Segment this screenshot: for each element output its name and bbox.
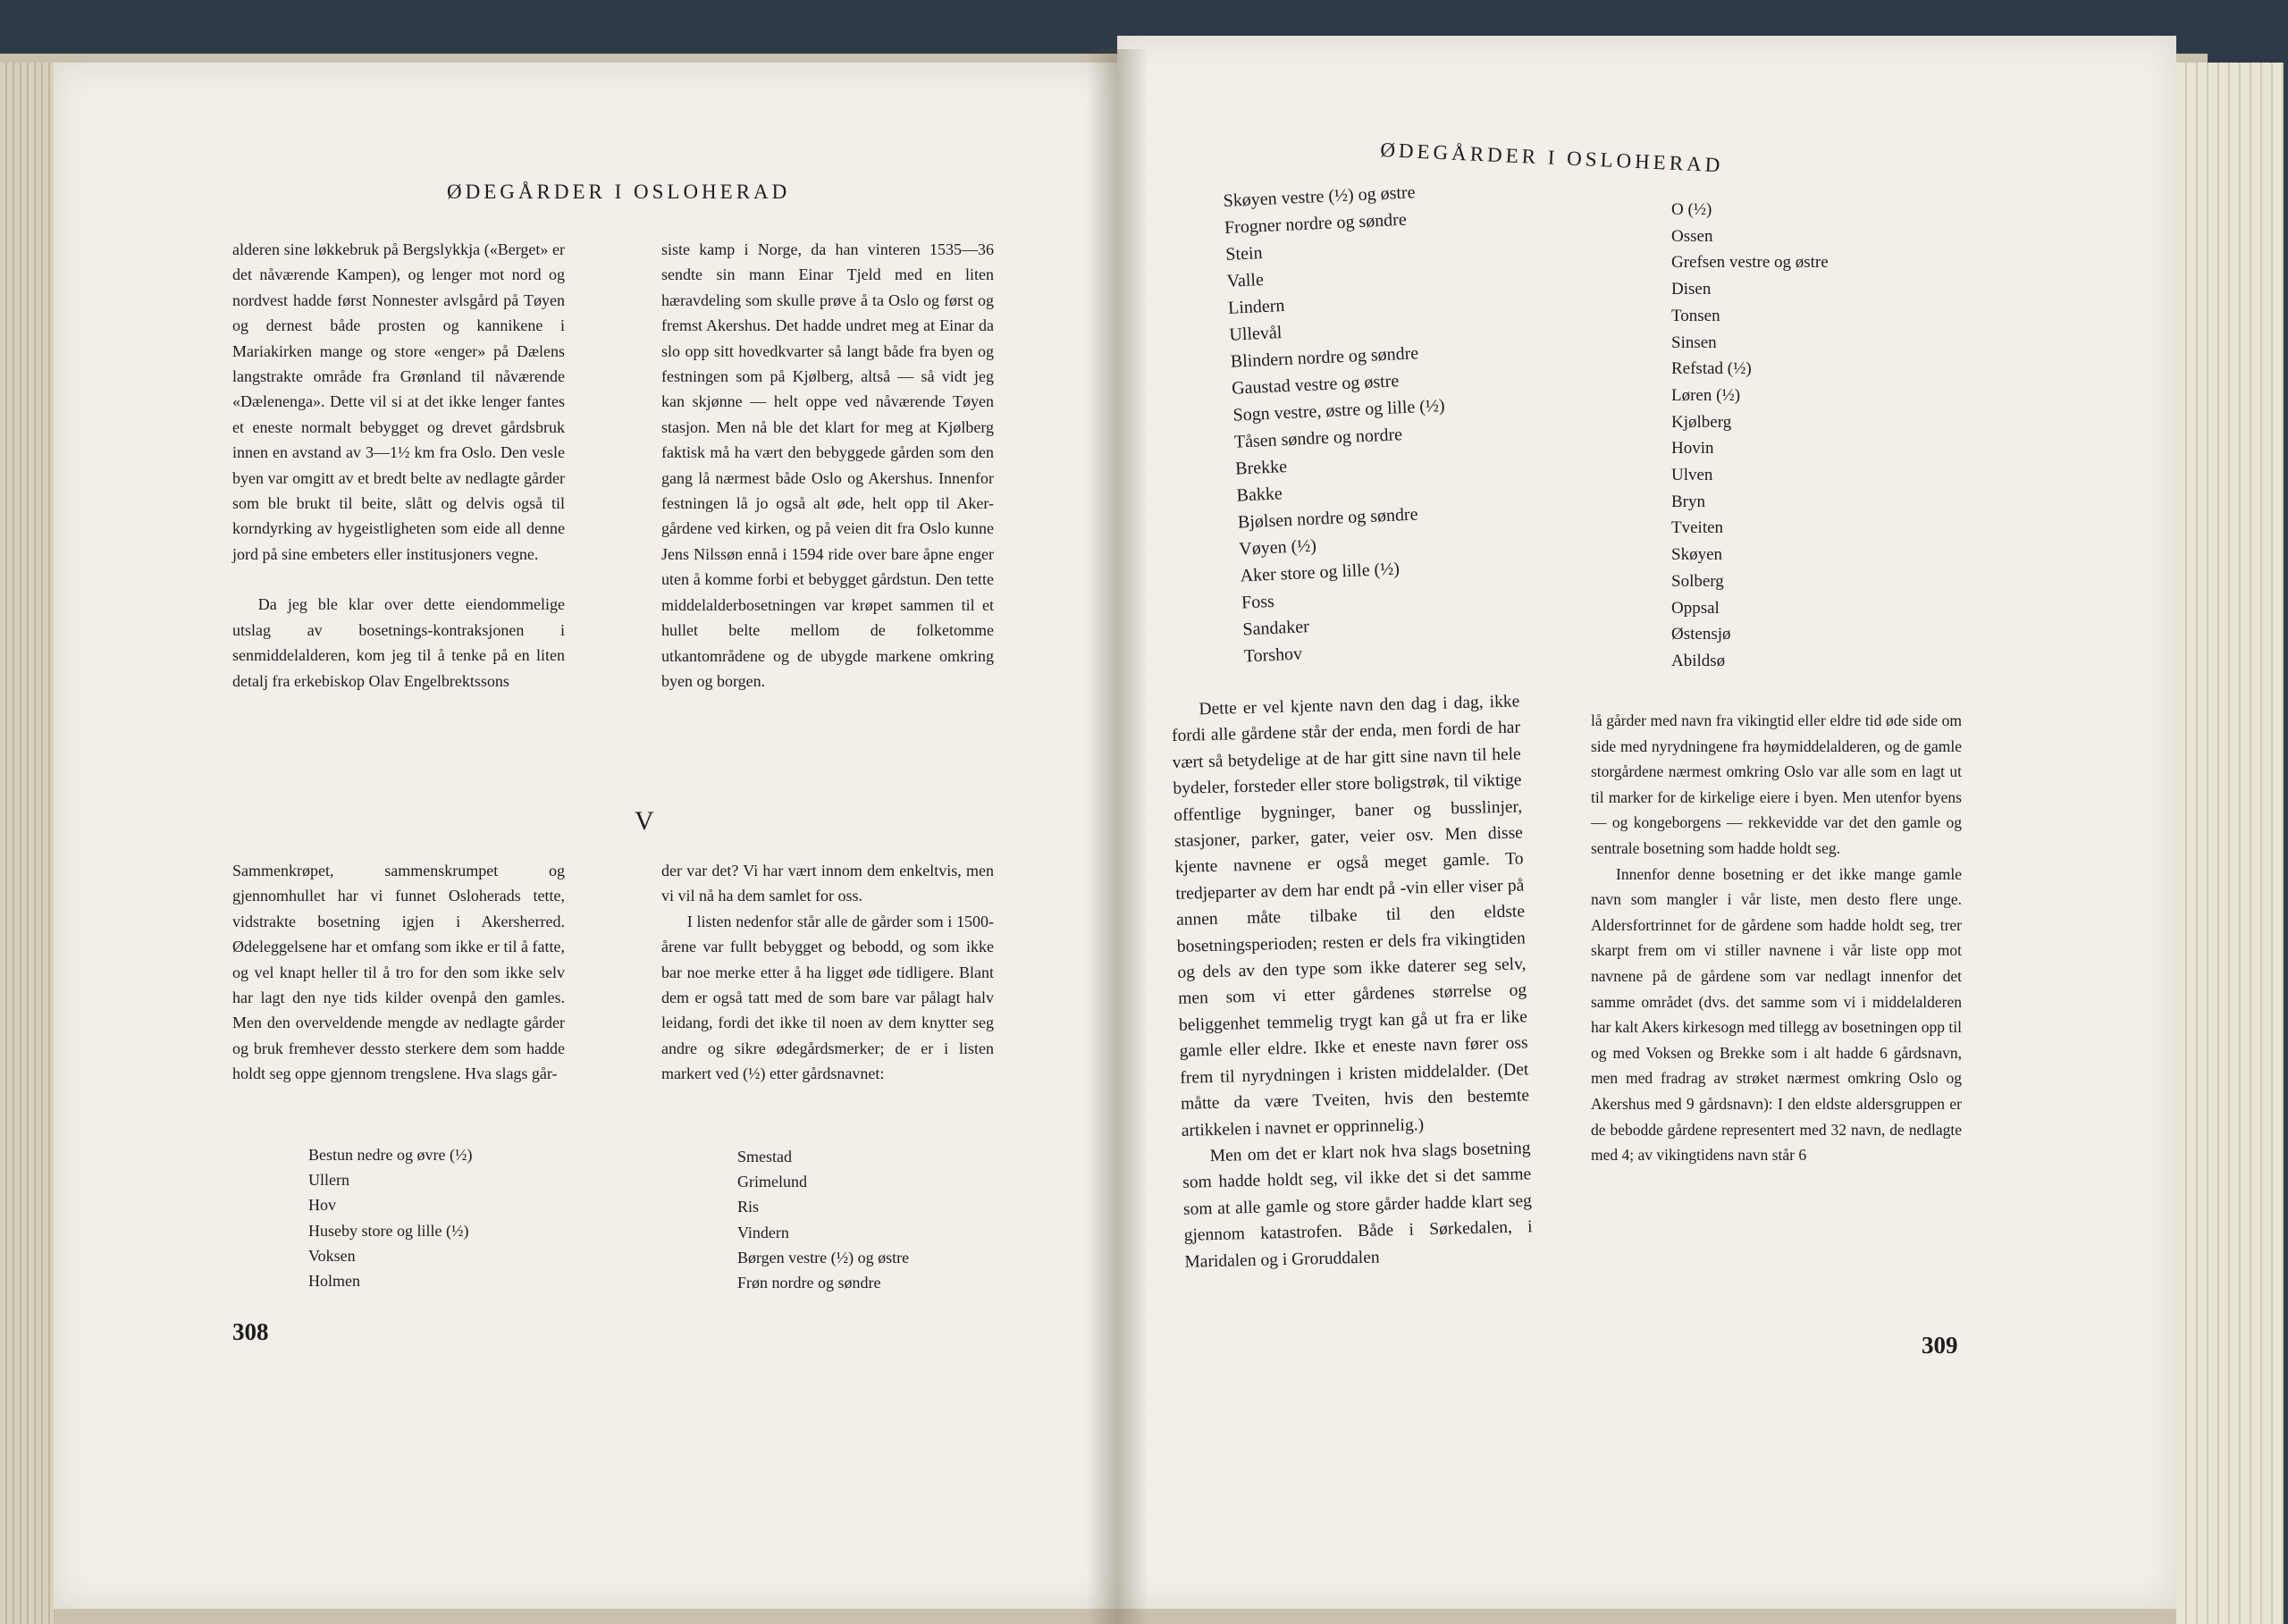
list-item: O (½) xyxy=(1671,200,1712,219)
paragraph: lå gårder med navn fra vikingtid eller eldre tid øde side om side med nyrydningene fra høymiddelalderen, og de gamle storgårdene nærmest omkring Oslo var alle som en lagt ut til marker for de kirkelige eiere i byen. Men utenfor byens — og kongeborgens — rekkevidde var det den gamle og sentrale bosetning som hadde holdt seg. xyxy=(1591,711,1962,857)
paragraph: siste kamp i Norge, da han vinteren 1535—36 sendte sin mann Einar Tjeld med en liten hæravdeling som skulle prøve å ta Oslo og først og fremst Akershus. Det hadde undret meg at Einar da slo opp sitt hovedkvarter så langt både fra byen og festningen som på Kjølberg, altså — så vidt jeg kan skjønne — helt oppe ved nåværende Tøyen stasjon. Men nå ble det klart for meg at Kjølberg faktisk må ha vært den bebyggede gården som den gang lå nærmest både Oslo og Akershus. Innenfor festningen lå jo også alt øde, helt opp til Aker-gårdene ved kirken, og på veien dit fra Oslo kunne Jens Nilssøn ennå i 1594 ride over bare åpne enger uten å komme forbi et bebygget gårdstun. Den tette middelalderbosetningen var krøpet sammen til et hullet belte mellom de folketomme utkantområdene og de ubygde markene omkring byen og borgen. xyxy=(661,240,994,690)
list-item: Ullevål xyxy=(1228,323,1283,345)
list-item: Grimelund xyxy=(737,1173,807,1191)
paragraph: Men om det er klart nok hva slags bosetning som hadde holdt seg, vil ikke det si det samme som at alle gamle og store gårder hadde klart seg gjennom katastrofen. Både i Sørkedalen, i Maridalen og i Groruddalen xyxy=(1182,1139,1533,1272)
list-item: Bakke xyxy=(1236,484,1283,506)
running-head-left: ØDEGÅRDER I OSLOHERAD xyxy=(447,181,791,203)
list-item: Torshov xyxy=(1243,644,1303,667)
list-item: Blindern nordre og søndre xyxy=(1230,343,1419,372)
left-column-2 xyxy=(661,237,994,694)
list-item: Oppsal xyxy=(1671,598,1720,618)
left-page xyxy=(54,63,1117,1609)
list-item: Refstad (½) xyxy=(1671,359,1752,379)
list-item: Børgen vestre (½) og østre xyxy=(737,1248,910,1266)
left-page-edges xyxy=(0,63,54,1624)
list-item: Østensjø xyxy=(1671,625,1731,644)
list-item: Bryn xyxy=(1671,492,1705,511)
list-item: Ullern xyxy=(308,1171,349,1190)
paragraph: Dette er vel kjente navn den dag i dag, ikke fordi alle gårdene står der enda, men fordi de har vært så betydelige at de har gitt sine navn til hele bydeler, forsteder eller store boligstrøk, til viktige offentlige bygninger, baner og busslinjer, stasjoner, parker, gater, veier osv. Men disse kjente navnene er også meget gamle. To tredjeparter av dem har endt på -vin eller viser på annen måte tilbake til den eldste bosetningsperioden; resten er dels fra vikingtiden og dels av den type som ikke daterer seg selv, men som vi etter gårdenes størrelse og beliggenhet temmelig trygt kan gå ut fra er like gamle eller eldre. Ikke et eneste navn fører oss frem til nyrydningen i kristen middelalder. (Det måtte da være Tveiten, hvis den bestemte artikkelen i navnet er opprinnelig.) xyxy=(1171,692,1530,1140)
list-item: Frogner nordre og søndre xyxy=(1224,209,1408,238)
left-column-1 xyxy=(232,237,565,694)
list-item: Huseby store og lille (½) xyxy=(308,1221,469,1240)
right-page xyxy=(1117,36,2176,1609)
left-column-3 xyxy=(232,858,565,1087)
page-number-right: 309 xyxy=(1922,1332,1958,1359)
list-item: Abildsø xyxy=(1671,651,1726,670)
list-item: Løren (½) xyxy=(1671,385,1741,405)
list-item: Ossen xyxy=(1671,226,1713,246)
list-item: Stein xyxy=(1224,243,1263,265)
paragraph: I listen nedenfor står alle de gårder som i 1500-årene var fullt bebygget og bebodd, og som ikke bar noe merke etter å ha ligget øde tidligere. Blant dem er også tatt med de som bare var pålagt halv leidang, fordi det ikke til noen av dem knytter seg andre og sikre ødegårdsmerker; de er i listen markert ved (½) etter gårdsnavnet: xyxy=(661,912,994,1083)
paragraph: der var det? Vi har vært innom dem enkeltvis, men vi vil nå ha dem samlet for oss. xyxy=(661,862,994,905)
right-column-1 xyxy=(1171,688,1534,1275)
farm-list-left-b xyxy=(737,1144,909,1295)
list-item: Bestun nedre og øvre (½) xyxy=(308,1146,473,1164)
list-item: Skøyen vestre (½) og østre xyxy=(1223,182,1416,211)
running-head-right: ØDEGÅRDER I OSLOHERAD xyxy=(1379,139,1724,177)
list-item: Kjølberg xyxy=(1671,412,1732,432)
list-item: Lindern xyxy=(1227,296,1285,318)
list-item: Voksen xyxy=(308,1246,356,1265)
farm-list-left-a xyxy=(308,1142,472,1293)
list-item: Aker store og lille (½) xyxy=(1240,559,1401,586)
right-column-2 xyxy=(1591,708,1962,1168)
paragraph: Innenfor denne bosetning er det ikke mange gamle navn som mangler i vår liste, men desto flere unge. Aldersfortrinnet for de gårdene som hadde holdt seg, trer skarpt frem om vi stiller navnene i vår liste opp mot navnene på de gårdene som var nedlagt innenfor det samme området (dvs. det samme som vi i middelalderen har kalt Akers kirkesogn med tillegg av bosetningen opp til og med Voksen og Brekke som i alt hadde 6 gårdsnavn, men med fradrag av strøket nærmest omkring Oslo og Akershus med 9 gårdsnavn): I den eldste aldersgruppen er de bebodde gårdene representert med 32 navn, de nedlagte med 4; av vikingtidens navn står 6 xyxy=(1591,864,1962,1165)
right-page-edges xyxy=(2176,63,2284,1624)
list-item: Bjølsen nordre og søndre xyxy=(1237,504,1418,533)
paragraph: alderen sine løkkebruk på Bergslykkja («Berget» er det nåværende Kampen), og lenger mot nord og nordvest hadde først Nonnester avlsgård på Tøyen og dernest både prosten og kannikene i Mariakirken mange og store «enger» på Dælens langstrakte område fra Grønland til nåværende «Dælenenga». Dette vil si at det ikke lenger fantes et eneste normalt bebygget og drevet gårdsbruk innen en avstand av 3—1½ km fra Oslo. Den vesle byen var omgitt av et bredt belte av nedlagte gårder som ble brukt til beite, slått og delvis også til korndyrking av hygeistligheten som eide all denne jord på sine embeters eller institusjoners vegne. xyxy=(232,240,565,563)
list-item: Tveiten xyxy=(1671,518,1724,538)
list-item: Tåsen søndre og nordre xyxy=(1233,425,1403,452)
farm-list-right-a xyxy=(1223,178,1456,669)
list-item: Solberg xyxy=(1671,571,1724,591)
list-item: Ulven xyxy=(1671,466,1713,485)
list-item: Gaustad vestre og østre xyxy=(1231,371,1400,399)
paragraph: Da jeg ble klar over dette eiendommelige utslag av bosetnings-kontraksjonen i senmiddelalderen, kom jeg til å tenke på en liten detalj fra erkebiskop Olav Engelbrektssons xyxy=(232,595,565,690)
left-column-4 xyxy=(661,858,994,1087)
list-item: Frøn nordre og søndre xyxy=(737,1274,881,1292)
list-item: Vøyen (½) xyxy=(1238,535,1317,560)
list-item: Vindern xyxy=(737,1223,789,1241)
list-item: Grefsen vestre og østre xyxy=(1671,253,1829,273)
list-item: Skøyen xyxy=(1671,545,1722,565)
list-item: Disen xyxy=(1671,280,1712,299)
list-item: Foss xyxy=(1241,591,1275,613)
section-number: V xyxy=(635,806,654,836)
list-item: Sogn vestre, østre og lille (½) xyxy=(1232,395,1446,425)
paragraph: Sammenkrøpet, sammenskrumpet og gjennomhullet har vi funnet Osloherads tette, vidstrakte bosetning igjen i Akersherred. Ødeleggelsene har et omfang som ikke er til å fatte, og vel knapt heller til å tro for den som ikke selv har lagt den nye tids kilder ovenpå den gamles. Men den overveldende mengde av nedlagte gårder og bruk fremhever dessto sterkere dem som hadde holdt seg oppe gjennom trengslene. Hva slags går- xyxy=(232,862,565,1083)
list-item: Valle xyxy=(1226,270,1265,291)
list-item: Tonsen xyxy=(1671,306,1720,325)
farm-list-right-b xyxy=(1671,197,1829,675)
list-item: Smestad xyxy=(737,1148,792,1165)
list-item: Sandaker xyxy=(1241,617,1310,640)
book-gutter xyxy=(1086,49,1148,1624)
list-item: Sinsen xyxy=(1671,332,1717,352)
page-number-left: 308 xyxy=(232,1318,269,1345)
list-item: Hov xyxy=(308,1196,336,1215)
list-item: Holmen xyxy=(308,1272,360,1291)
list-item: Hovin xyxy=(1671,439,1714,459)
list-item: Brekke xyxy=(1234,457,1288,479)
list-item: Ris xyxy=(737,1198,760,1216)
